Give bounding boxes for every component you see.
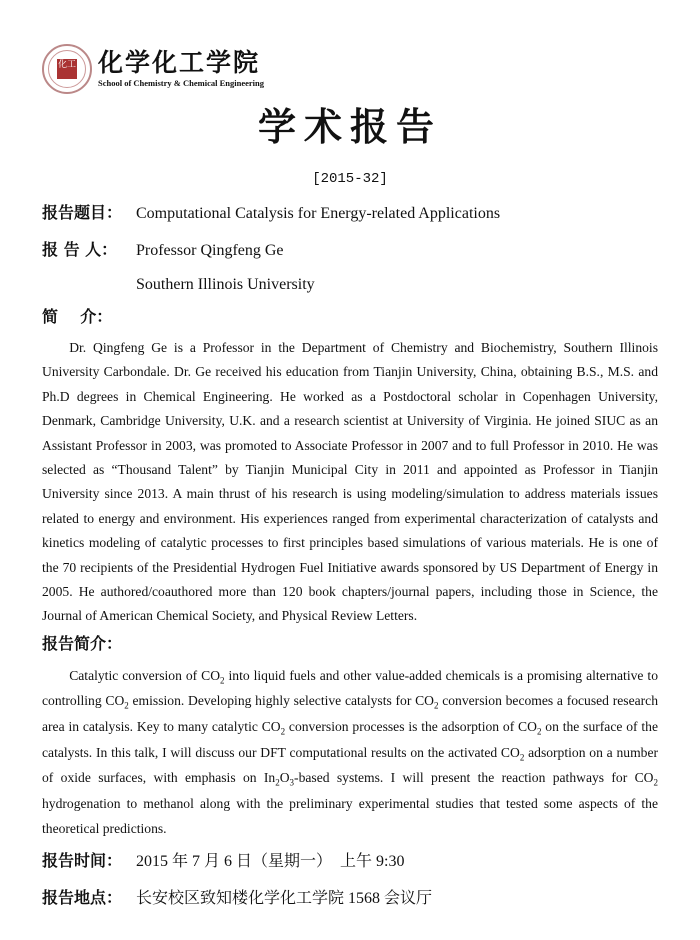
- subscript: 2: [519, 752, 525, 763]
- school-seal-icon: 化工: [42, 44, 92, 94]
- school-name-en: School of Chemistry & Chemical Engineering: [98, 78, 264, 88]
- topic-value: Computational Catalysis for Energy-related Applications: [136, 205, 501, 222]
- place-value: 长安校区致知楼化学化工学院 1568 会议厅: [136, 890, 433, 908]
- speaker-name: Professor Qingfeng Ge: [136, 242, 284, 259]
- speaker-affiliation: Southern Illinois University: [136, 276, 315, 293]
- abstract-segment: conversion becomes a focused research area in catalysis. Key to many catalytic CO: [42, 693, 658, 735]
- affiliation-row: [42, 274, 658, 296]
- time-label: 报告时间：: [42, 851, 123, 871]
- subscript: 2: [653, 777, 658, 788]
- place-row: [42, 887, 658, 910]
- abstract-segment: O: [279, 770, 290, 786]
- bio-text: Dr. Qingfeng Ge is a Professor in the Department of Chemistry and Biochemistry, Southern Illinois University Carbondale. Dr. Ge received his education from Tianjin University, China, obtaining B.S., M.S. and Ph.D degrees in Chemical Engineering. He worked as a Postdoctoral scholar in Copenhagen University, Denmark, Cambridge University, U.K. and a research scientist at University of Virginia. He joined SIUC as an Assistant Professor in 2003, was promoted to Associate Professor in 2007 and to full Professor in 2010. He was selected as “Thousand Talent” by Tianjin Municipal City in 2011 and appointed as Professor in Tianjin University since 2013. A main thrust of his research is using modeling/simulation to address materials issues related to energy and environment. His experiences ranged from experimental characterization of catalysts and kinetics modeling of catalytic processes to first principles based simulations of various materials. He is one of the 70 recipients of the Presidential Hydrogen Fuel Initiative awards sponsored by US Department of Energy in 2005. He authored/coauthored more than 120 book chapters/journal papers, including those in Science, the Journal of American Chemical Society, and Physical Review Letters.: [42, 340, 658, 624]
- speaker-row: [42, 239, 658, 262]
- abstract-segment: adsorption on a number of oxide surfaces, with emphasis on In: [42, 744, 659, 786]
- subscript: 2: [275, 777, 280, 788]
- school-name-cn: 化学化工学院: [98, 48, 261, 77]
- bio-heading: [42, 306, 658, 328]
- abstract-segment: into liquid fuels and other value-added chemicals is a promising alternative to controlling CO: [42, 667, 658, 709]
- subscript: 2: [280, 726, 286, 737]
- abstract-segment: Catalytic conversion of CO: [69, 667, 221, 683]
- page-title: 学术报告: [257, 104, 442, 149]
- topic-label: 报告题目：: [42, 203, 123, 222]
- speaker-label: 报 告 人：: [42, 240, 118, 259]
- subscript: 2: [220, 675, 225, 686]
- subscript: 2: [124, 701, 129, 712]
- school-logo: [42, 44, 658, 94]
- abstract-segment: on the surface of the catalysts. In this talk, I will discuss our DFT computational results on the activated CO: [42, 719, 658, 760]
- topic-row: [42, 202, 658, 225]
- subscript: 3: [289, 777, 295, 788]
- abstract-segment: conversion processes is the adsorption of CO: [285, 719, 537, 735]
- abstract-segment: -based systems. I will present the reaction pathways for CO: [294, 770, 654, 786]
- report-number: [2015-32]: [312, 171, 388, 187]
- time-row: [42, 850, 658, 873]
- abstract-text: [42, 663, 658, 842]
- subscript: 2: [536, 726, 542, 737]
- bio-label: 简 介：: [42, 307, 113, 326]
- abstract-label: 报告简介：: [42, 633, 123, 653]
- subscript: 2: [433, 701, 439, 712]
- time-value: 2015 年 7 月 6 日（星期一） 上午 9:30: [136, 853, 405, 871]
- abstract-segment: emission. Developing highly selective catalysts for CO: [128, 693, 434, 709]
- abstract-segment: hydrogenation to methanol along with the preliminary experimental studies that tested some aspects of the theoretical predictions.: [42, 795, 658, 837]
- place-label: 报告地点：: [42, 888, 123, 908]
- abstract-heading: [42, 633, 658, 655]
